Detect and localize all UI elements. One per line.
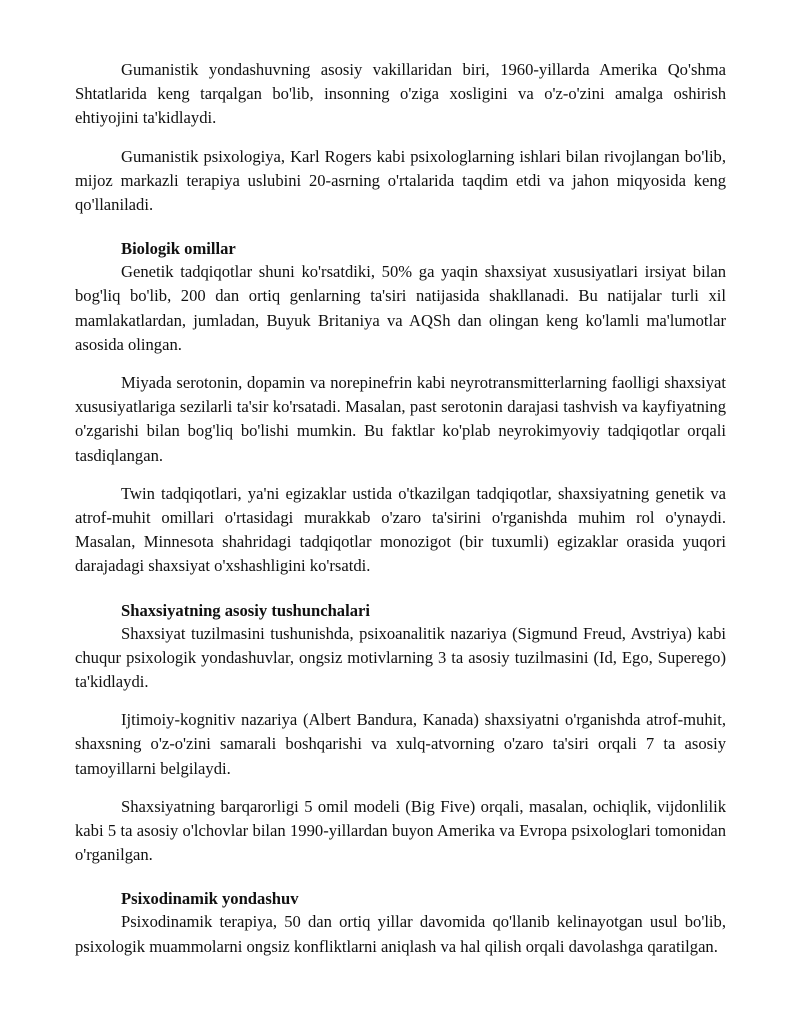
section-heading: Biologik omillar — [121, 239, 236, 259]
paragraph: Shaxsiyat tuzilmasini tushunishda, psixoanalitik nazariya (Sigmund Freud, Avstriya) kabi chuqur psixologik yondashuvlar, ongsiz motivlarning 3 ta asosiy tuzilmasini (Id, Ego, Superego) ta'kidlaydi. — [75, 623, 726, 692]
section-heading: Shaxsiyatning asosiy tushunchalari — [121, 600, 370, 620]
paragraph: Gumanistik yondashuvning asosiy vakillaridan biri, 1960-yillarda Amerika Qo'shma Shtatlarida keng tarqalgan bo'lib, insonning o'ziga xosligini va o'z-o'zini amalga oshirish ehtiyojini ta'kidlaydi. — [75, 60, 726, 128]
paragraph: Ijtimoiy-kognitiv nazariya (Albert Bandura, Kanada) shaxsiyatni o'rganishda atrof-muhit, shaxsning o'z-o'zini samarali boshqarishi va xulq-atvorning o'zaro ta'siri orqali 7 ta asosiy tamoyillarni belgilaydi. — [75, 710, 726, 778]
paragraph: Psixodinamik terapiya, 50 dan ortiq yillar davomida qo'llanib kelinayotgan usul bo'lib, psixologik muammolarni ongsiz konfliktlarni aniqlash va hal qilish orqali davolashga qaratilgan. — [75, 912, 726, 956]
paragraph: Gumanistik psixologiya, Karl Rogers kabi psixologlarning ishlari bilan rivojlangan bo'lib, mijoz markazli terapiya uslubini 20-asrning o'rtalarida taqdim etdi va jahon miqyosida keng qo'llaniladi. — [75, 146, 726, 215]
paragraph: Miyada serotonin, dopamin va norepinefrin kabi neyrotransmitterlarning faolligi shaxsiyat xususiyatlariga sezilarli ta'sir ko'rsatadi. Masalan, past serotonin darajasi tashvish va kayfiyatning o'zgarishi bilan bog'liq bo'lishi mumkin. Bu faktlar ko'plab neyrokimyoviy tadqiqotlar orqali tasdiqlangan. — [75, 373, 726, 465]
paragraph: Shaxsiyatning barqarorligi 5 omil modeli (Big Five) orqali, masalan, ochiqlik, vijdonlilik kabi 5 ta asosiy o'lchovlar bilan 1990-yillardan buyon Amerika va Evropa psixologlari tomonidan o'rganilgan. — [75, 796, 726, 865]
section-heading: Psixodinamik yondashuv — [121, 889, 299, 909]
paragraph: Genetik tadqiqotlar shuni ko'rsatdiki, 50% ga yaqin shaxsiyat xususiyatlari irsiyat bilan bog'liq bo'lib, 200 dan ortiq genlarning ta'siri natijasida shakllanadi. Bu natijalar turli xil mamlakatlardan, jumladan, Buyuk Britaniya va AQSh dan olingan keng ko'lamli ma'lumotlar asosida olingan. — [75, 262, 726, 354]
paragraph: Twin tadqiqotlari, ya'ni egizaklar ustida o'tkazilgan tadqiqotlar, shaxsiyatning genetik va atrof-muhit omillari o'rtasidagi murakkab o'zaro ta'sirini o'rganishda muhim rol o'ynaydi. Masalan, Minnesota shahridagi tadqiqotlar monozigot (bir tuxumli) egizaklar orasida yuqori darajadagi shaxsiyat o'xshashligini ko'rsatdi. — [75, 483, 726, 576]
